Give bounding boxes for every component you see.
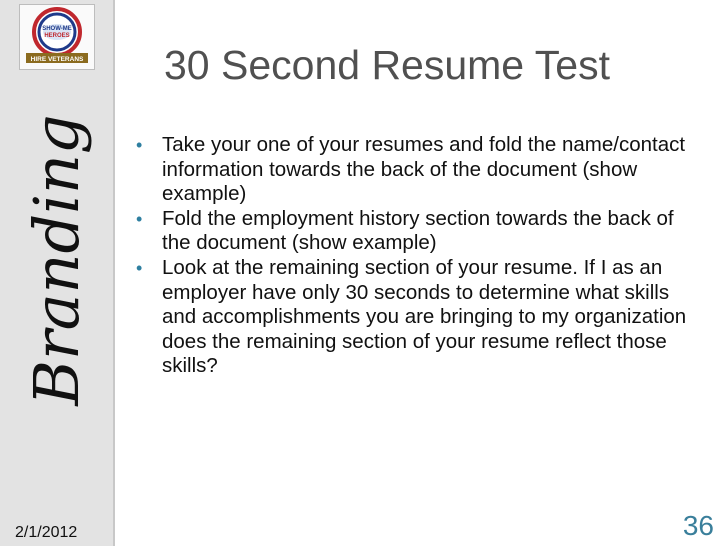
bullet-dot-icon: • (136, 135, 143, 155)
logo-banner: HIRE VETERANS (30, 56, 84, 63)
show-me-heroes-logo-graphic (20, 5, 94, 69)
sidebar (0, 0, 115, 546)
bullet-text: Look at the remaining section of your resume. If I as an employer have only 30 seconds to determine what skills and accomplishments you are bringing to my organization does the remaining section of your resume reflect those skills? (162, 255, 687, 378)
bullet-dot-icon: • (136, 257, 143, 278)
sidebar-branding-word: Branding (20, 114, 93, 406)
bullet-list (132, 133, 692, 379)
bullet-item (132, 256, 692, 379)
logo-line-2: HEROES (44, 33, 70, 39)
logo-line-1: SHOW-ME (42, 26, 72, 32)
slide-date: 2/1/2012 (15, 524, 78, 541)
bullet-text: Take your one of your resumes and fold the name/contact information towards the back of the document (show example) (162, 133, 686, 206)
slide-title: 30 Second Resume Test (164, 42, 610, 88)
slide-page-number: 36 (682, 510, 714, 541)
bullet-item (132, 133, 692, 207)
bullet-item (132, 207, 692, 256)
bullet-text: Fold the employment history section towards the back of the document (show example) (162, 206, 674, 255)
bullet-dot-icon: • (136, 208, 143, 229)
show-me-heroes-logo (19, 4, 95, 70)
